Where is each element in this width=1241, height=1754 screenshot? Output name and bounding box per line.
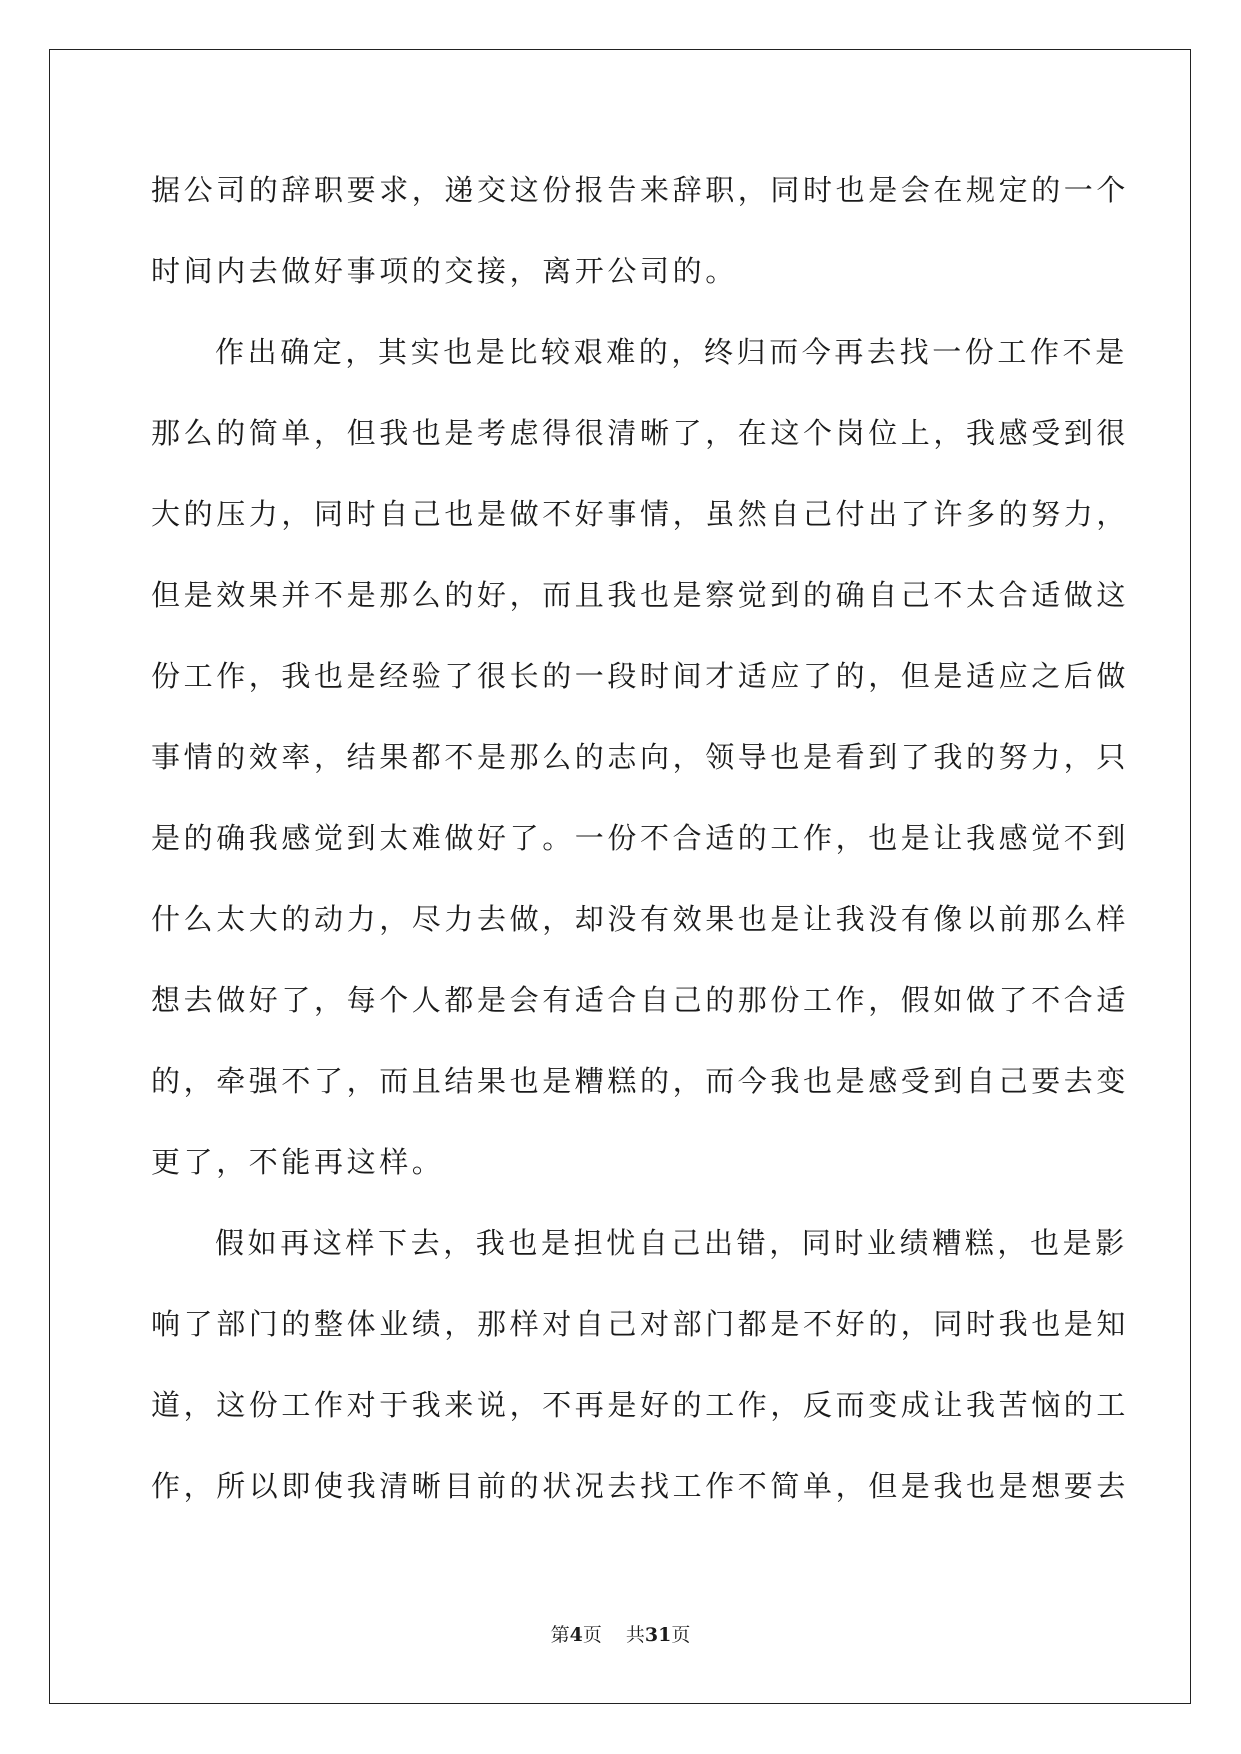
text-line: 时间内去做好事项的交接，离开公司的。 — [151, 254, 738, 288]
text-line: 什么太大的动力，尽力去做，却没有效果也是让我没有像以前那么样 — [151, 902, 1130, 936]
page-number: 4 — [569, 1624, 583, 1646]
text-line: 假如再这样下去，我也是担忧自己出错，同时业绩糟糕，也是影 — [215, 1226, 1128, 1260]
total-pages: 31 — [644, 1624, 672, 1646]
text-line: 事情的效率，结果都不是那么的志向，领导也是看到了我的努力，只 — [151, 740, 1130, 774]
text-line: 道，这份工作对于我来说，不再是好的工作，反而变成让我苦恼的工 — [151, 1388, 1130, 1422]
text-line: 更了，不能再这样。 — [151, 1145, 445, 1179]
text-line: 响了部门的整体业绩，那样对自己对部门都是不好的，同时我也是知 — [151, 1307, 1130, 1341]
text-line: 是的确我感觉到太难做好了。一份不合适的工作，也是让我感觉不到 — [151, 821, 1130, 855]
text-line: 作，所以即使我清晰目前的状况去找工作不简单，但是我也是想要去 — [151, 1469, 1130, 1503]
text-line: 作出确定，其实也是比较艰难的，终归而今再去找一份工作不是 — [215, 335, 1128, 369]
document-body — [151, 150, 1130, 1527]
page-prefix: 第 — [550, 1624, 570, 1646]
text-line: 份工作，我也是经验了很长的一段时间才适应了的，但是适应之后做 — [151, 659, 1130, 693]
text-line: 那么的简单，但我也是考虑得很清晰了，在这个岗位上，我感受到很 — [151, 416, 1130, 450]
text-line: 的，牵强不了，而且结果也是糟糕的，而今我也是感受到自己要去变 — [151, 1064, 1130, 1098]
text-line: 但是效果并不是那么的好，而且我也是察觉到的确自己不太合适做这 — [151, 578, 1130, 612]
text-line: 大的压力，同时自己也是做不好事情，虽然自己付出了许多的努力， — [151, 497, 1130, 531]
text-line: 据公司的辞职要求，递交这份报告来辞职，同时也是会在规定的一个 — [151, 173, 1130, 207]
total-prefix: 共 — [625, 1624, 645, 1646]
text-line: 想去做好了，每个人都是会有适合自己的那份工作，假如做了不合适 — [151, 983, 1130, 1017]
page-suffix: 页 — [582, 1624, 602, 1646]
total-suffix: 页 — [671, 1624, 691, 1646]
page-footer — [0, 1620, 1241, 1647]
